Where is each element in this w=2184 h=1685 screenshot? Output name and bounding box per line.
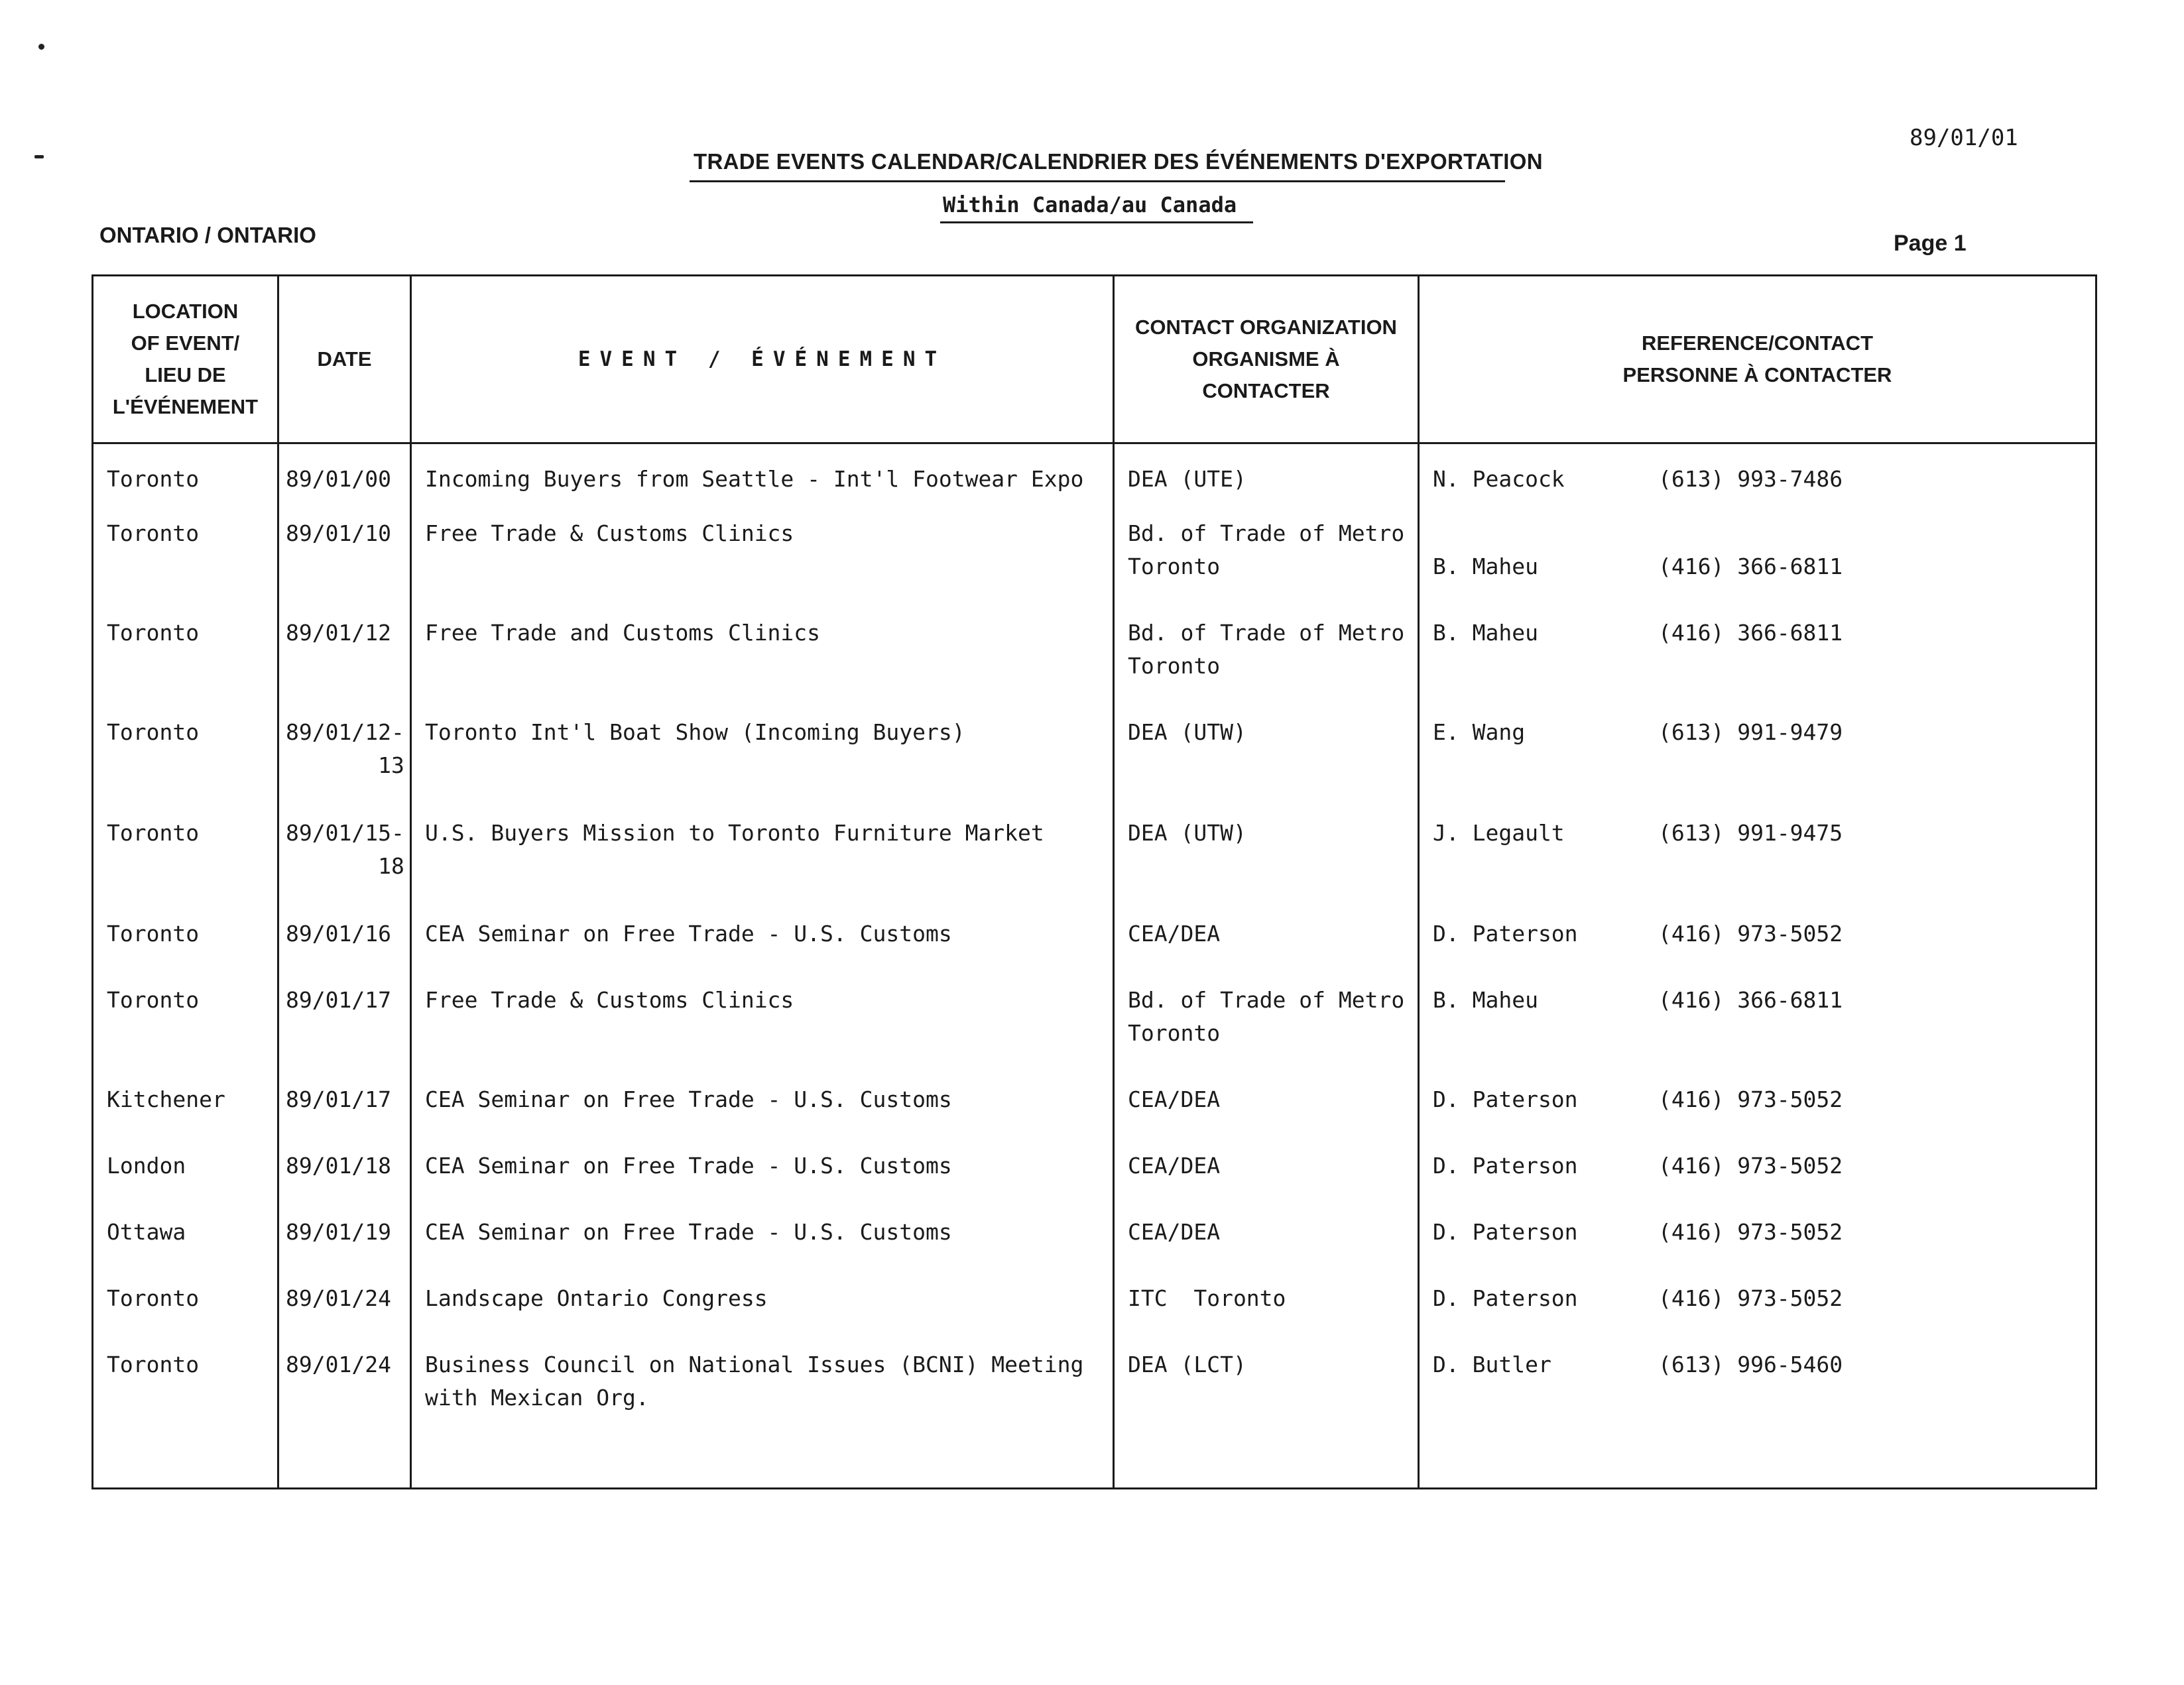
contact-name: D. Paterson (1433, 921, 1578, 947)
cell-event: Free Trade & Customs Clinics (411, 977, 1114, 1076)
cell-event: CEA Seminar on Free Trade - U.S. Customs (411, 1143, 1114, 1209)
cell-reference-contact (1419, 1209, 2096, 1275)
cell-contact-organization: Bd. of Trade of Metro Toronto (1114, 977, 1419, 1076)
cell-event: CEA Seminar on Free Trade - U.S. Customs (411, 1209, 1114, 1275)
contact-phone: (613) 991-9479 (1658, 719, 1843, 745)
cell-reference-contact (1419, 810, 2096, 911)
cell-contact-organization: ITC Toronto (1114, 1275, 1419, 1342)
contact-phone: (416) 973-5052 (1658, 1153, 1843, 1179)
scan-speck (38, 44, 44, 50)
cell-date: 89/01/15- 18 (278, 810, 411, 911)
contact-phone: (416) 366-6811 (1658, 553, 1843, 579)
cell-reference-contact (1419, 443, 2096, 511)
table-row (93, 810, 2096, 911)
cell-contact-organization: CEA/DEA (1114, 911, 1419, 977)
contact-phone: (613) 993-7486 (1658, 466, 1843, 492)
cell-reference-contact (1419, 1143, 2096, 1209)
title-underline (690, 180, 1505, 182)
table-row (93, 911, 2096, 977)
cell-contact-organization: CEA/DEA (1114, 1209, 1419, 1275)
document-title: TRADE EVENTS CALENDAR/CALENDRIER DES ÉVÉNEMENTS D'EXPORTATION (694, 149, 1543, 174)
cell-reference-contact (1419, 911, 2096, 977)
scan-speck (34, 155, 44, 158)
header-reference-contact: REFERENCE/CONTACT PERSONNE À CONTACTER (1419, 276, 2096, 443)
contact-name: D. Butler (1433, 1352, 1551, 1377)
cell-contact-organization: CEA/DEA (1114, 1143, 1419, 1209)
cell-date: 89/01/10 (278, 510, 411, 610)
events-table-body (93, 443, 2096, 1489)
cell-reference-contact (1419, 709, 2096, 810)
document-subtitle: Within Canada/au Canada (943, 192, 1237, 217)
cell-date: 89/01/19 (278, 1209, 411, 1275)
cell-location: Toronto (107, 921, 200, 947)
cell-contact-organization: Bd. of Trade of Metro Toronto (1114, 510, 1419, 610)
cell-event: CEA Seminar on Free Trade - U.S. Customs (411, 1076, 1114, 1143)
cell-location: Toronto (107, 466, 200, 492)
table-row (93, 443, 2096, 511)
contact-phone: (416) 366-6811 (1658, 987, 1843, 1013)
cell-reference-contact (1419, 977, 2096, 1076)
contact-phone: (416) 973-5052 (1658, 1086, 1843, 1112)
contact-name: B. Maheu (1433, 987, 1538, 1013)
cell-contact-organization: DEA (LCT) (1114, 1342, 1419, 1489)
cell-event: Incoming Buyers from Seattle - Int'l Footwear Expo (411, 443, 1114, 511)
table-row (93, 1209, 2096, 1275)
document-date: 89/01/01 (1910, 125, 2018, 151)
table-header-row (93, 276, 2096, 443)
subtitle-underline (940, 221, 1253, 223)
cell-contact-organization: DEA (UTE) (1114, 443, 1419, 511)
contact-name: E. Wang (1433, 719, 1526, 745)
cell-event: CEA Seminar on Free Trade - U.S. Customs (411, 911, 1114, 977)
table-row (93, 1076, 2096, 1143)
table-row (93, 1275, 2096, 1342)
contact-name: D. Paterson (1433, 1285, 1578, 1311)
cell-date: 89/01/12- 13 (278, 709, 411, 810)
cell-contact-organization: CEA/DEA (1114, 1076, 1419, 1143)
cell-event: Landscape Ontario Congress (411, 1275, 1114, 1342)
contact-phone: (416) 366-6811 (1658, 620, 1843, 646)
cell-event: Business Council on National Issues (BCNI) Meeting with Mexican Org. (411, 1342, 1114, 1489)
contact-phone: (613) 996-5460 (1658, 1352, 1843, 1377)
header-event: EVENT / ÉVÉNEMENT (411, 276, 1114, 443)
header-contact-organization: CONTACT ORGANIZATION ORGANISME À CONTACTER (1114, 276, 1419, 443)
cell-contact-organization: DEA (UTW) (1114, 709, 1419, 810)
cell-event: U.S. Buyers Mission to Toronto Furniture Market (411, 810, 1114, 911)
header-date: DATE (278, 276, 411, 443)
cell-reference-contact (1419, 1076, 2096, 1143)
cell-event: Free Trade and Customs Clinics (411, 610, 1114, 709)
contact-name: D. Paterson (1433, 1086, 1578, 1112)
header-location: LOCATION OF EVENT/ LIEU DE L'ÉVÉNEMENT (93, 276, 278, 443)
contact-phone: (416) 973-5052 (1658, 1219, 1843, 1245)
events-table (91, 274, 2097, 1489)
cell-event: Free Trade & Customs Clinics (411, 510, 1114, 610)
cell-reference-contact (1419, 610, 2096, 709)
cell-event: Toronto Int'l Boat Show (Incoming Buyers) (411, 709, 1114, 810)
cell-location: Toronto (107, 1285, 200, 1311)
cell-date: 89/01/24 (278, 1342, 411, 1489)
contact-name: J. Legault (1433, 820, 1565, 846)
table-row (93, 510, 2096, 610)
contact-phone: (613) 991-9475 (1658, 820, 1843, 846)
cell-date: 89/01/17 (278, 1076, 411, 1143)
cell-date: 89/01/16 (278, 911, 411, 977)
cell-location: Kitchener (107, 1086, 225, 1112)
cell-location: Toronto (107, 1352, 200, 1377)
cell-date: 89/01/18 (278, 1143, 411, 1209)
cell-location: Toronto (107, 620, 200, 646)
contact-name: D. Paterson (1433, 1153, 1578, 1179)
cell-location: Toronto (107, 520, 200, 546)
table-row (93, 1342, 2096, 1489)
contact-name: B. Maheu (1433, 553, 1538, 579)
cell-contact-organization: Bd. of Trade of Metro Toronto (1114, 610, 1419, 709)
table-row (93, 709, 2096, 810)
cell-reference-contact (1419, 510, 2096, 610)
cell-date: 89/01/00 (278, 443, 411, 511)
cell-reference-contact (1419, 1342, 2096, 1489)
cell-date: 89/01/12 (278, 610, 411, 709)
cell-contact-organization: DEA (UTW) (1114, 810, 1419, 911)
table-row (93, 1143, 2096, 1209)
table-row (93, 977, 2096, 1076)
cell-location: Ottawa (107, 1219, 186, 1245)
cell-location: London (107, 1153, 186, 1179)
table-row (93, 610, 2096, 709)
cell-location: Toronto (107, 719, 200, 745)
contact-name: D. Paterson (1433, 1219, 1578, 1245)
region-label: ONTARIO / ONTARIO (99, 223, 316, 247)
cell-location: Toronto (107, 987, 200, 1013)
contact-phone: (416) 973-5052 (1658, 1285, 1843, 1311)
cell-date: 89/01/24 (278, 1275, 411, 1342)
contact-name: B. Maheu (1433, 620, 1538, 646)
cell-reference-contact (1419, 1275, 2096, 1342)
cell-location: Toronto (107, 820, 200, 846)
contact-name: N. Peacock (1433, 466, 1565, 492)
cell-date: 89/01/17 (278, 977, 411, 1076)
contact-phone: (416) 973-5052 (1658, 921, 1843, 947)
page-number: Page 1 (1894, 231, 1967, 256)
